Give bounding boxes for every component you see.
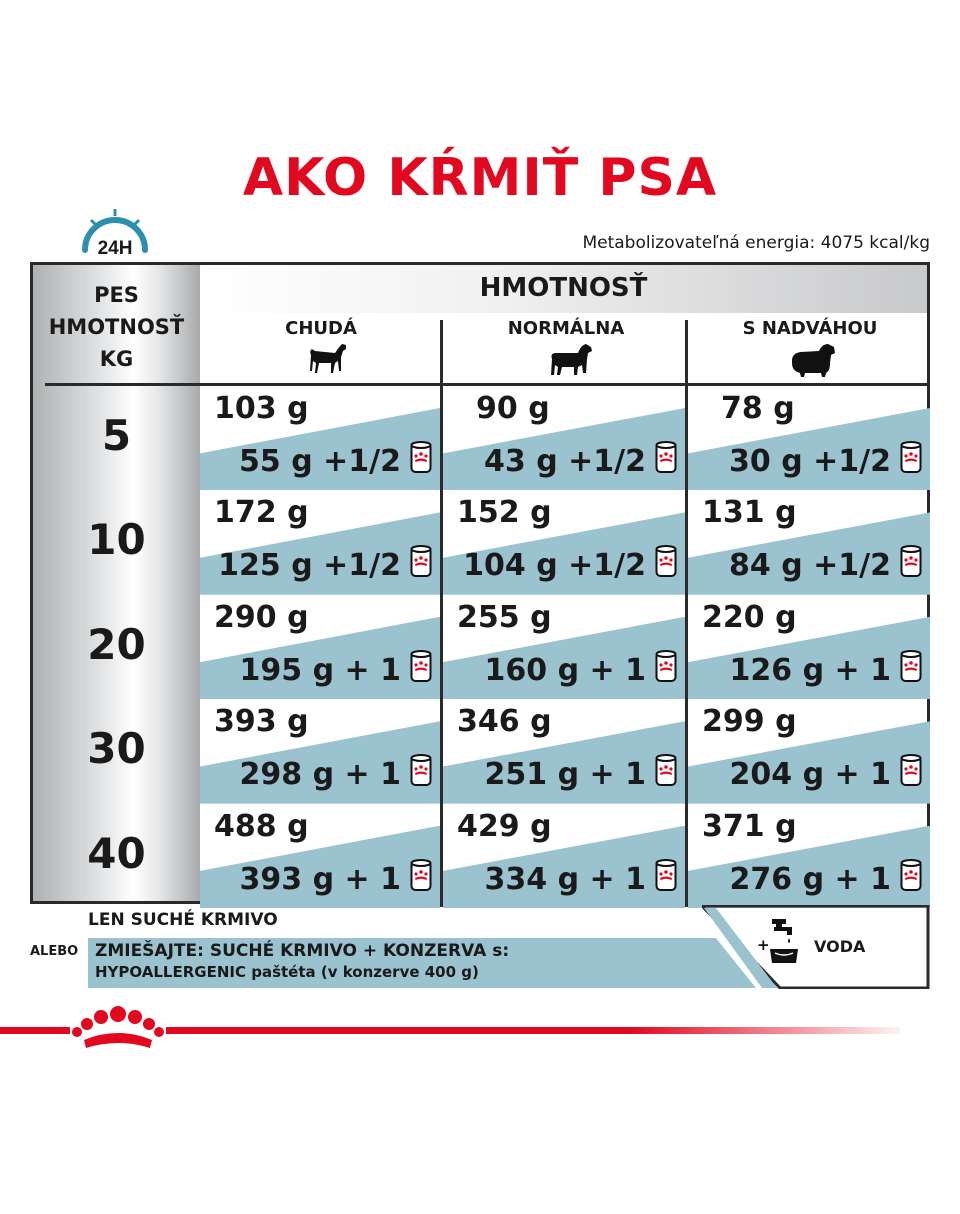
wet-food-can-icon xyxy=(655,858,677,892)
wet-food-can-icon xyxy=(655,440,677,474)
dry-amount: 152 g xyxy=(457,495,552,531)
weight-value: 30 xyxy=(87,724,146,774)
legend-or: ALEBO xyxy=(30,944,79,959)
mix-amount: 43 g +1/2 xyxy=(484,444,646,479)
weight-value: 5 xyxy=(101,411,132,460)
mix-amount: 195 g + 1 xyxy=(239,652,401,688)
clock-24h-icon xyxy=(77,206,153,266)
dry-amount: 371 g xyxy=(702,808,797,844)
dry-amount: 78 g xyxy=(721,391,795,426)
hmotnost-header: HMOTNOSŤ xyxy=(479,273,648,303)
header-divider xyxy=(45,383,927,386)
dry-amount: 290 g xyxy=(214,599,309,635)
weight-value: 10 xyxy=(87,515,146,565)
column-divider-2 xyxy=(685,320,688,907)
wet-food-can-icon xyxy=(655,753,677,787)
dry-amount: 393 g xyxy=(214,704,309,740)
column-header-s-nadvahou: S NADVÁHOU xyxy=(742,318,878,339)
dry-amount: 172 g xyxy=(214,495,309,531)
royal-canin-crown-logo xyxy=(70,1002,166,1058)
legend-mix-line2: HYPOALLERGENIC paštéta (v konzerve 400 g) xyxy=(95,963,479,981)
energy-label: Metabolizovateľná energia: 4075 kcal/kg xyxy=(582,233,930,253)
mix-amount: 160 g + 1 xyxy=(484,652,646,688)
wet-food-can-icon xyxy=(410,753,432,787)
dry-amount: 131 g xyxy=(702,495,797,531)
dog-weight-header: PES HMOTNOSŤ KG xyxy=(48,283,185,371)
wet-food-can-icon xyxy=(410,544,432,578)
feeding-table xyxy=(30,262,930,904)
wet-food-can-icon xyxy=(900,440,922,474)
mix-amount: 276 g + 1 xyxy=(729,861,891,897)
dry-amount: 90 g xyxy=(476,391,550,426)
wet-food-can-icon xyxy=(900,544,922,578)
normal-dog-icon xyxy=(548,341,596,381)
water-tap-icon xyxy=(770,919,798,963)
dry-amount: 429 g xyxy=(457,808,552,844)
mix-amount: 126 g + 1 xyxy=(729,652,891,688)
mix-amount: 393 g + 1 xyxy=(239,861,401,897)
mix-amount: 298 g + 1 xyxy=(239,757,401,793)
mix-amount: 104 g +1/2 xyxy=(463,548,646,584)
wet-food-can-icon xyxy=(410,440,432,474)
dry-amount: 488 g xyxy=(214,808,309,844)
dry-amount: 103 g xyxy=(214,391,309,426)
mix-amount: 204 g + 1 xyxy=(729,757,891,793)
wet-food-can-icon xyxy=(410,858,432,892)
clock-label: 24H xyxy=(97,238,133,259)
overweight-dog-icon xyxy=(789,341,839,381)
dry-amount: 299 g xyxy=(702,704,797,740)
lean-dog-icon xyxy=(305,341,349,381)
mix-amount: 55 g +1/2 xyxy=(239,444,401,479)
dry-amount: 220 g xyxy=(702,599,797,635)
mix-amount: 125 g +1/2 xyxy=(218,548,401,584)
mix-amount: 84 g +1/2 xyxy=(729,548,891,584)
wet-food-can-icon xyxy=(900,858,922,892)
weight-value: 20 xyxy=(87,619,146,669)
column-divider-1 xyxy=(440,320,443,907)
mix-amount: 334 g + 1 xyxy=(484,861,646,897)
wet-food-can-icon xyxy=(410,649,432,683)
page-title: AKO KŔMIŤ PSA xyxy=(242,148,718,208)
water-label: VODA xyxy=(814,937,866,956)
wet-food-can-icon xyxy=(655,544,677,578)
wet-food-can-icon xyxy=(900,753,922,787)
dry-amount: 346 g xyxy=(457,704,552,740)
wet-food-can-icon xyxy=(900,649,922,683)
legend-dry-only: LEN SUCHÉ KRMIVO xyxy=(88,910,278,930)
mix-amount: 251 g + 1 xyxy=(484,757,646,793)
legend-mix-line1: ZMIEŠAJTE: SUCHÉ KRMIVO + KONZERVA s: xyxy=(95,941,510,961)
column-header-normalna: NORMÁLNA xyxy=(507,318,625,339)
dry-amount: 255 g xyxy=(457,599,552,635)
svg-text:+: + xyxy=(757,936,770,954)
weight-value: 40 xyxy=(87,828,146,878)
column-header-chuda: CHUDÁ xyxy=(285,318,357,339)
wet-food-can-icon xyxy=(655,649,677,683)
mix-amount: 30 g +1/2 xyxy=(729,444,891,479)
